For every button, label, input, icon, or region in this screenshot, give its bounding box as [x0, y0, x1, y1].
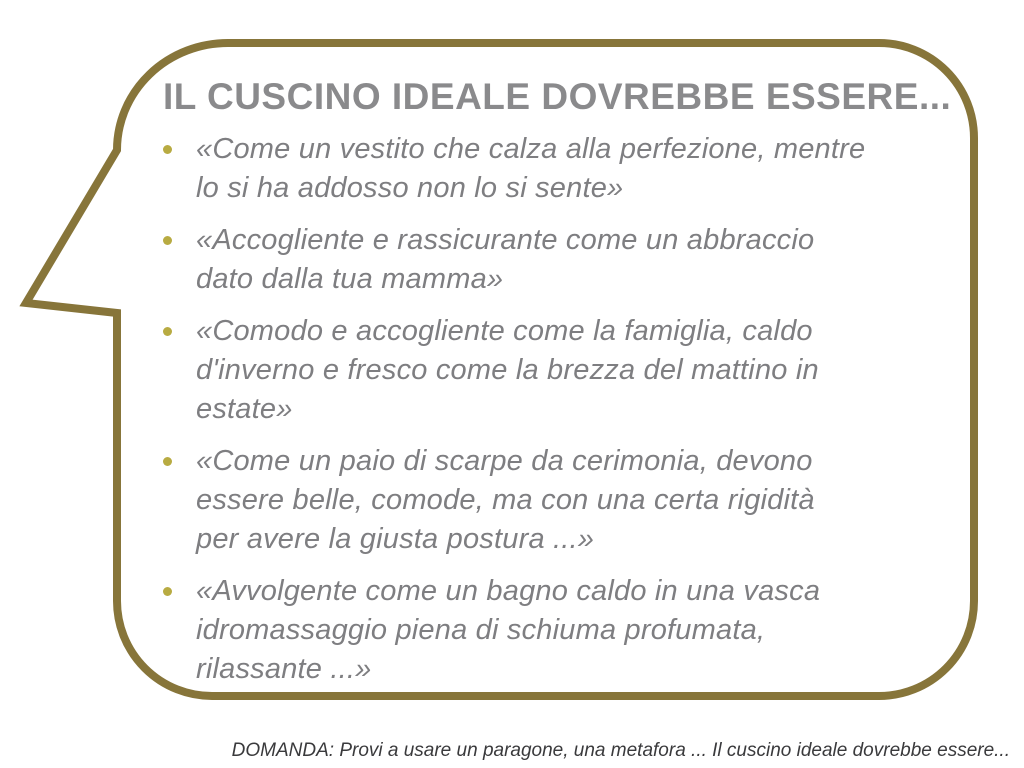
bullet-icon — [163, 587, 172, 596]
quote-text — [196, 221, 814, 299]
bullet-icon — [163, 457, 172, 466]
quote-line: lo si ha addosso non lo si sente» — [196, 172, 624, 204]
quote-text — [196, 442, 815, 559]
quote-line: dato dalla tua mamma» — [196, 263, 504, 295]
list-item — [163, 221, 963, 299]
quote-line: d'inverno e fresco come la brezza del mattino in — [196, 354, 819, 386]
page-title: IL CUSCINO IDEALE DOVREBBE ESSERE... — [163, 76, 952, 117]
quote-line: «Come un vestito che calza alla perfezione, mentre — [196, 133, 866, 165]
quote-line: idromassaggio piena di schiuma profumata, — [196, 614, 766, 646]
quote-line: «Comodo e accogliente come la famiglia, caldo — [196, 315, 813, 347]
quote-line: «Come un paio di scarpe da cerimonia, devono — [196, 445, 813, 477]
bullet-icon — [163, 236, 172, 245]
list-item — [163, 442, 963, 559]
quote-line: essere belle, comode, ma con una certa rigidità — [196, 484, 815, 516]
bullet-icon — [163, 145, 172, 154]
quote-line: rilassante ...» — [196, 653, 372, 685]
list-item — [163, 312, 963, 429]
quote-text — [196, 312, 819, 429]
quote-line: per avere la giusta postura ...» — [196, 523, 595, 555]
quote-list — [163, 130, 963, 702]
quote-text — [196, 130, 865, 208]
footer-question: DOMANDA: Provi a usare un paragone, una metafora ... Il cuscino ideale dovrebbe essere... — [231, 740, 1010, 761]
list-item — [163, 130, 963, 208]
quote-line: «Avvolgente come un bagno caldo in una vasca — [196, 575, 821, 607]
bullet-icon — [163, 327, 172, 336]
list-item — [163, 572, 963, 689]
quote-line: estate» — [196, 393, 293, 425]
quote-line: «Accogliente e rassicurante come un abbraccio — [196, 224, 815, 256]
quote-text — [196, 572, 820, 689]
